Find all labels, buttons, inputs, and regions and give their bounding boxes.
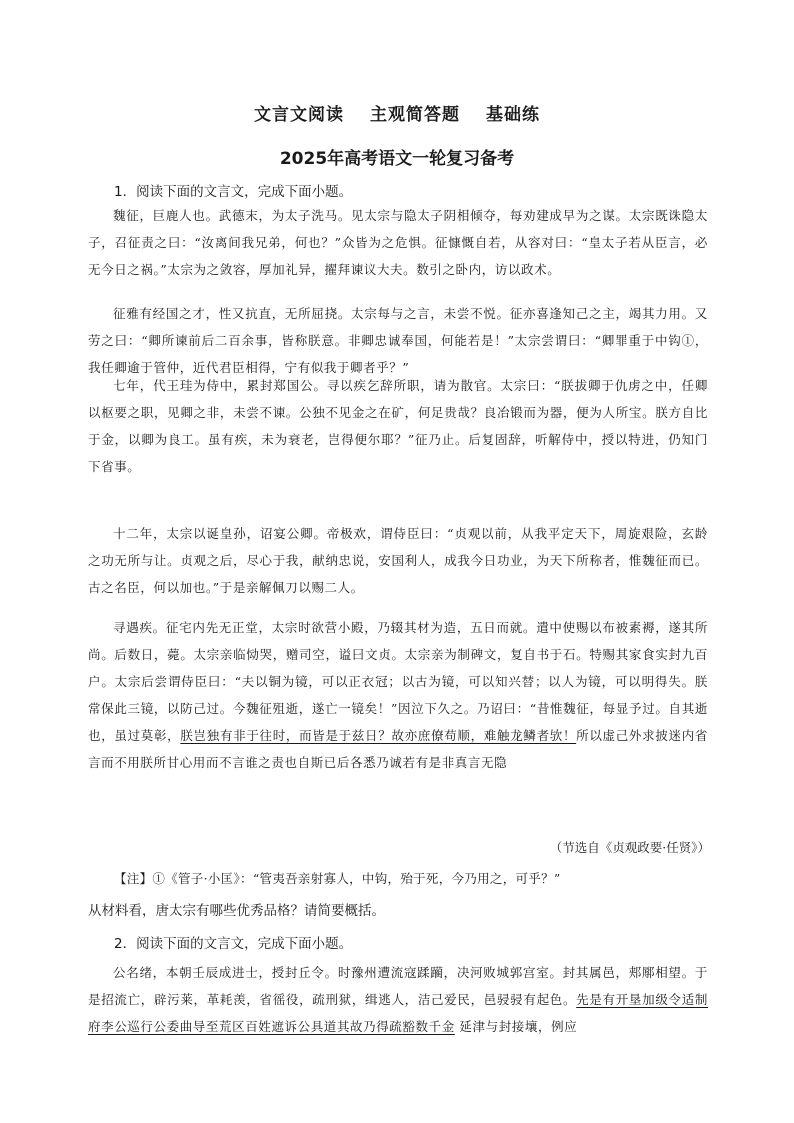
q2-paragraph-1-text: 公名绪，本朝壬辰成进士，授封丘令。时豫州遭流寇蹂躏，决河败城郭宫室。封其属邑，郏鄏相望。于是招流亡，辟污莱，革耗羡，省徭役，疏刑狱，缉逃人，洁己爱民，邑骎骎有起色。	[88, 965, 708, 1007]
title-part-1: 文言文阅读	[254, 105, 344, 125]
q2-underlined-passage: 先是有开垦加级令适制府李公巡行公委曲导至荒区百姓遮诉公具道其故乃得疏豁数千金	[88, 992, 708, 1034]
q1-unpunctuated-passage: 所以虚己外求披迷内省言而不用朕所甘心用而不言谁之责也自斯已后各悉乃诚若有是非真言无隐	[88, 728, 708, 770]
question-1-heading: 1．阅读下面的文言文，完成下面小题。	[114, 184, 353, 200]
document-title	[0, 100, 794, 125]
q2-paragraph-1	[88, 959, 708, 1040]
q1-paragraph-5	[88, 614, 708, 776]
q1-underlined-sentence: 朕岂独有非于往时，而皆是于兹日？故亦庶僚苟顺，难触龙鳞者欤！	[180, 728, 577, 743]
question-2-heading: 2．阅读下面的文言文，完成下面小题。	[114, 936, 353, 952]
title-part-2: 主观简答题	[370, 105, 460, 125]
q1-paragraph-2: 征雅有经国之才，性又抗直，无所屈挠。太宗每与之言，未尝不悦。征亦喜逢知己之主，竭其力用。又劳之曰：“卿所谏前后二百余事，皆称朕意。非卿忠诚奉国，何能若是！”太宗尝谓曰：“卿罪重于中钩①，我任卿逾于管仲，近代君臣相得，宁有似我于卿者乎？”	[88, 306, 708, 375]
q1-footnote: 【注】①《管子·小匡》：“管夷吾亲射寡人，中钩，殆于死，今乃用之，可乎？”	[114, 871, 561, 886]
q1-paragraph-5-text: 寻遇疾。征宅内先无正堂，太宗时欲营小殿，乃辍其材为造，五日而就。遣中使赐以布被素褥，遂其所尚。后数日，薨。太宗亲临恸哭，赠司空，谥曰文贞。太宗亲为制碑文，复自书于石。特赐其家食实封九百户。太宗后尝谓侍臣曰：“夫以铜为镜，可以正衣冠；以古为镜，可以知兴替；以人为镜，可以明得失。朕常保此三镜，以防己过。今魏征殂逝，遂亡一镜矣！”因泣下久之。乃诏曰：“昔惟魏征，每显予过。自其逝也，虽过莫彰，	[88, 620, 708, 743]
q2-paragraph-1-tail: 延津与封接壤，例应	[459, 1019, 578, 1034]
title-part-3: 基础练	[486, 105, 540, 125]
q1-paragraph-3: 七年，代王珪为侍中，累封郑国公。寻以疾乞辞所职，请为散官。太宗曰：“朕拔卿于仇虏之中，任卿以枢要之职，见卿之非，未尝不谏。公独不见金之在矿，何足贵哉？良冶锻而为器，便为人所宝。朕方自比于金，以卿为良工。虽有疾，未为衰老，岂得便尔耶？”征乃止。后复固辞，听解侍中，授以特进，仍知门下省事。	[88, 378, 708, 474]
q1-paragraph-1: 魏征，巨鹿人也。武德末，为太子洗马。见太宗与隐太子阴相倾夺，每劝建成早为之谋。太宗既诛隐太子，召征责之曰：“汝离间我兄弟，何也？”众皆为之危惧。征慷慨自若，从容对曰：“皇太子若从臣言，必无今日之祸。”太宗为之敛容，厚加礼异，擢拜谏议大夫。数引之卧内，访以政术。	[88, 208, 708, 277]
q1-source-citation: （节选自《贞观政要·任贤》）	[549, 840, 710, 855]
q1-question-prompt: 从材料看，唐太宗有哪些优秀品格？请简要概括。	[88, 903, 385, 919]
q1-paragraph-4: 十二年，太宗以诞皇孙，诏宴公卿。帝极欢，谓侍臣曰：“贞观以前，从我平定天下，周旋艰险，玄龄之功无所与让。贞观之后，尽心于我，献纳忠说，安国利人，成我今日功业，为天下所称者，惟魏征而已。古之名臣，何以加也。”于是亲解佩刀以赐二人。	[88, 526, 708, 595]
document-subtitle: 2025年高考语文一轮复习备考	[279, 149, 515, 169]
